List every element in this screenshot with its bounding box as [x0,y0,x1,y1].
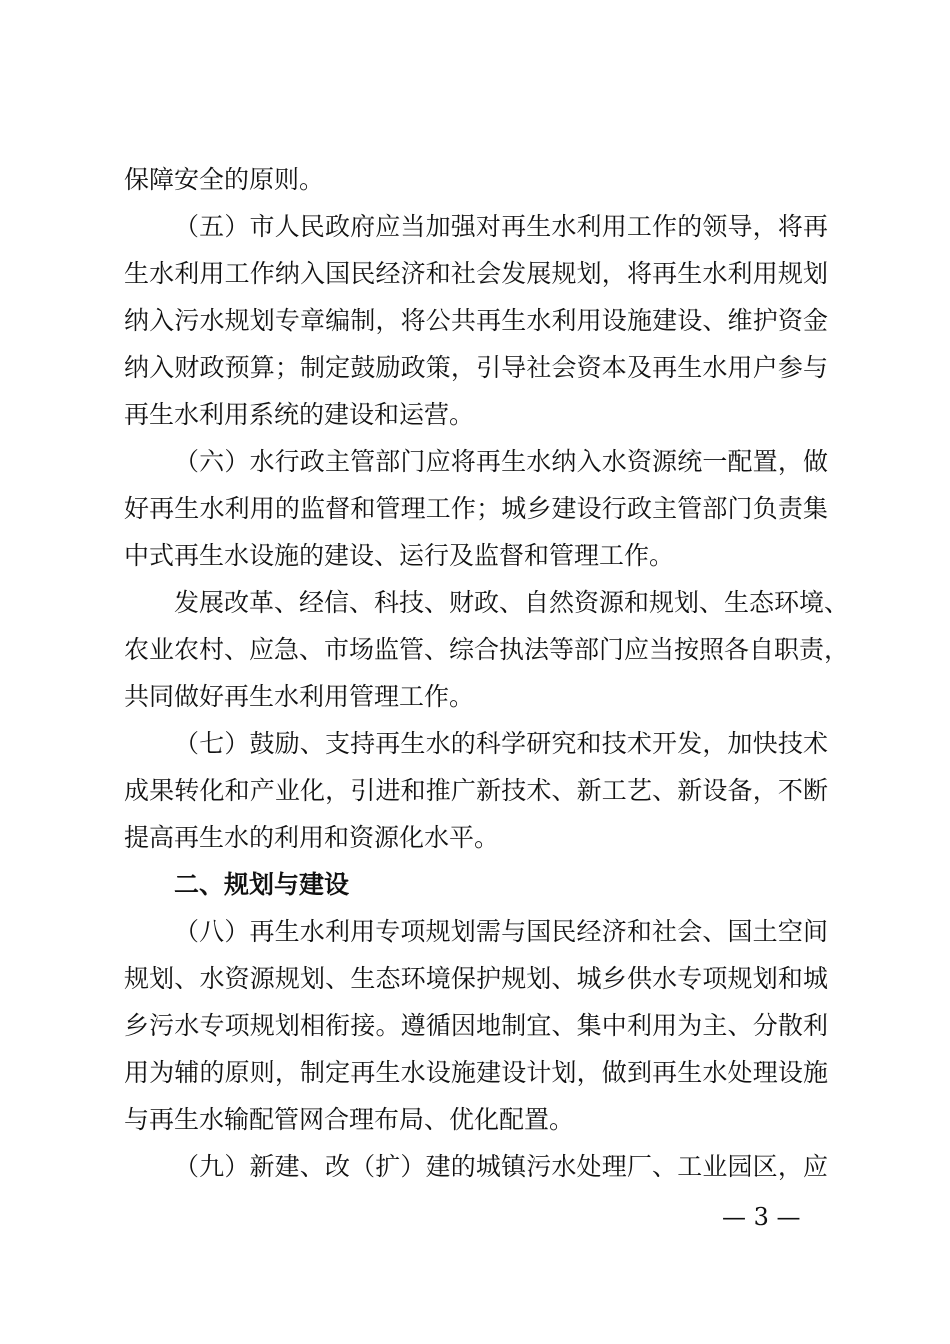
text-line: （七）鼓励、支持再生水的科学研究和技术开发，加快技术 [174,729,828,758]
page-number: — 3 — [722,1203,801,1231]
text-line: 再生水利用系统的建设和运营。 [124,400,475,429]
text-line: 与再生水输配管网合理布局、优化配置。 [124,1105,575,1134]
text-line: 提高再生水的利用和资源化水平。 [124,823,500,852]
text-line: 好再生水利用的监督和管理工作；城乡建设行政主管部门负责集 [124,494,828,523]
text-line: 农业农村、应急、市场监管、综合执法等部门应当按照各自职责， [124,635,850,664]
text-line: 保障安全的原则。 [124,165,325,194]
text-line: （八）再生水利用专项规划需与国民经济和社会、国土空间 [174,917,828,946]
text-line: 生水利用工作纳入国民经济和社会发展规划，将再生水利用规划 [124,259,828,288]
text-line: 发展改革、经信、科技、财政、自然资源和规划、生态环境、 [174,588,850,617]
text-line: 成果转化和产业化，引进和推广新技术、新工艺、新设备，不断 [124,776,828,805]
text-line: 规划、水资源规划、生态环境保护规划、城乡供水专项规划和城 [124,964,828,993]
text-line: 纳入财政预算；制定鼓励政策，引导社会资本及再生水用户参与 [124,353,828,382]
text-line: 共同做好再生水利用管理工作。 [124,682,475,711]
text-line: （五）市人民政府应当加强对再生水利用工作的领导，将再 [174,212,828,241]
section-heading: 二、规划与建设 [174,870,350,899]
text-line: 中式再生水设施的建设、运行及监督和管理工作。 [124,541,675,570]
text-line: 乡污水专项规划相衔接。遵循因地制宜、集中利用为主、分散利 [124,1011,828,1040]
text-line: 用为辅的原则，制定再生水设施建设计划，做到再生水处理设施 [124,1058,828,1087]
text-line: 纳入污水规划专章编制，将公共再生水利用设施建设、维护资金 [124,306,828,335]
text-line: （六）水行政主管部门应将再生水纳入水资源统一配置，做 [174,447,828,476]
text-line: （九）新建、改（扩）建的城镇污水处理厂、工业园区，应 [174,1152,828,1181]
